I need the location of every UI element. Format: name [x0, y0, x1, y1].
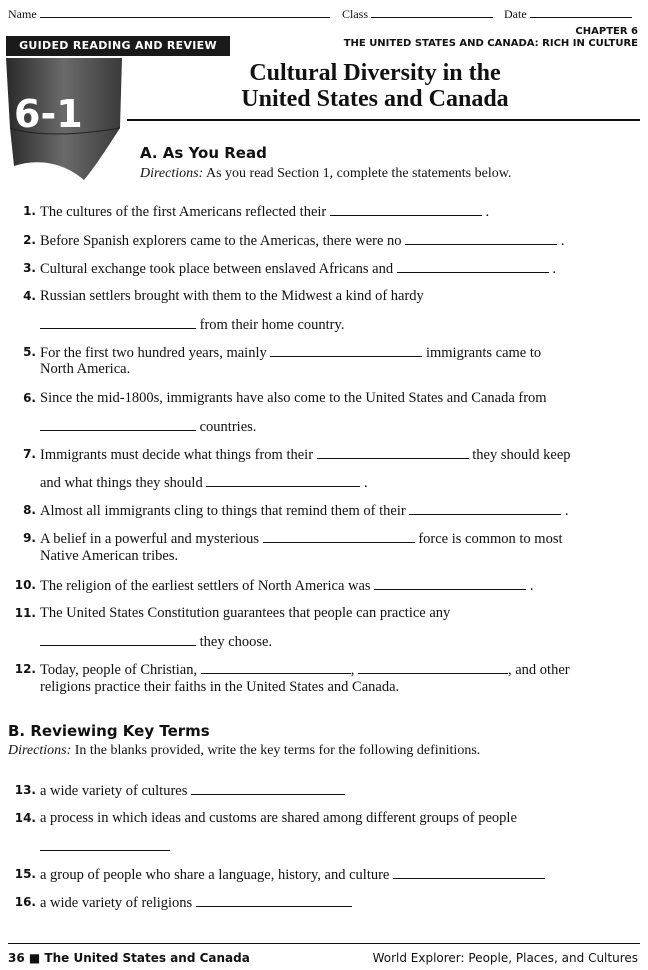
directions-label: Directions:	[140, 166, 204, 181]
answer-blank-2[interactable]	[358, 661, 508, 674]
question-text: Before Spanish explorers came to the Americas, there were no	[40, 233, 402, 249]
directions-text: In the blanks provided, write the key terms for the following definitions.	[71, 743, 481, 758]
question-text: a process in which ideas and customs are shared among different groups of people	[40, 810, 517, 826]
directions-label: Directions:	[8, 743, 72, 758]
footer-book-section: The United States and Canada	[44, 951, 250, 965]
name-label: Name	[8, 7, 37, 21]
answer-blank[interactable]	[40, 316, 196, 329]
question-number: 7.	[23, 447, 36, 461]
question-number: 15.	[14, 867, 36, 881]
page-number: 36	[8, 951, 25, 965]
question-14-line-2	[40, 838, 640, 856]
question-11-line-2	[40, 633, 640, 651]
question-8	[23, 502, 640, 520]
question-number: 5.	[23, 345, 36, 359]
question-text: , and other	[507, 662, 570, 678]
title-line-2: United States and Canada	[241, 86, 509, 112]
answer-blank[interactable]	[374, 577, 526, 590]
footer-left	[8, 951, 250, 965]
answer-blank[interactable]	[317, 446, 469, 459]
question-text: The cultures of the first Americans reflected their	[40, 204, 327, 220]
question-6-line-2	[40, 418, 640, 436]
question-end: .	[552, 261, 556, 277]
answer-blank[interactable]	[397, 260, 549, 273]
question-number: 16.	[14, 895, 36, 909]
question-number: 14.	[14, 811, 36, 825]
answer-blank[interactable]	[191, 782, 345, 795]
question-end: .	[363, 475, 368, 491]
question-6	[23, 390, 640, 407]
question-number: 9.	[23, 531, 36, 545]
name-line[interactable]	[40, 6, 330, 18]
name-field[interactable]	[8, 6, 330, 22]
section-a-heading: A. As You Read	[140, 144, 267, 162]
question-text: For the first two hundred years, mainly	[40, 345, 267, 361]
footer-book-title: World Explorer: People, Places, and Cultures	[372, 951, 638, 965]
question-7	[23, 446, 640, 464]
class-field[interactable]	[342, 6, 493, 22]
directions-text: As you read Section 1, complete the statements below.	[203, 166, 512, 181]
question-number: 6.	[23, 391, 36, 405]
question-number: 8.	[23, 503, 36, 517]
question-7-line-2	[40, 474, 640, 492]
question-9	[23, 530, 640, 548]
answer-blank[interactable]	[40, 633, 196, 646]
question-text: and what things they should	[40, 475, 203, 491]
question-text: a wide variety of religions	[40, 895, 193, 911]
question-end: .	[560, 233, 565, 249]
question-text: religions practice their faiths in the United States and Canada.	[40, 679, 400, 695]
answer-blank[interactable]	[330, 203, 482, 216]
question-number: 13.	[14, 783, 36, 797]
question-1	[23, 203, 640, 221]
question-9-line-2	[40, 548, 640, 565]
question-5	[23, 344, 640, 362]
section-b-directions	[8, 743, 480, 759]
question-5-line-2	[40, 361, 640, 378]
question-text: Immigrants must decide what things from their	[40, 447, 314, 463]
question-end: .	[485, 204, 490, 220]
answer-blank[interactable]	[40, 838, 170, 851]
question-11	[14, 605, 640, 622]
section-a-directions	[140, 166, 511, 182]
date-field[interactable]	[504, 6, 632, 22]
question-text: A belief in a powerful and mysterious	[40, 531, 260, 547]
footer-rule	[8, 943, 640, 944]
chapter-heading	[344, 26, 638, 50]
question-text: Native American tribes.	[40, 548, 179, 564]
answer-blank[interactable]	[405, 232, 557, 245]
question-text: they choose.	[199, 634, 273, 650]
question-text: they should keep	[472, 447, 571, 463]
question-number: 10.	[14, 578, 36, 592]
question-text: Almost all immigrants cling to things that remind them of their	[40, 503, 406, 519]
question-2	[23, 232, 640, 250]
question-number: 11.	[14, 606, 36, 620]
question-4-line-2	[40, 316, 640, 334]
question-text: immigrants came to	[425, 345, 542, 361]
guided-reading-banner: GUIDED READING AND REVIEW	[6, 36, 230, 56]
answer-blank-1[interactable]	[201, 661, 351, 674]
question-text: Cultural exchange took place between enslaved Africans and	[40, 261, 394, 277]
title-rule	[127, 119, 640, 121]
question-4	[23, 288, 640, 305]
question-number: 1.	[23, 204, 36, 218]
question-comma: ,	[350, 662, 355, 678]
section-b-heading: B. Reviewing Key Terms	[8, 722, 210, 740]
answer-blank[interactable]	[206, 474, 360, 487]
question-text: countries.	[199, 419, 257, 435]
question-number: 3.	[23, 261, 36, 275]
date-line[interactable]	[530, 6, 632, 18]
page-title	[190, 60, 560, 112]
question-12	[14, 661, 640, 679]
question-end: .	[564, 503, 569, 519]
question-text: force is common to most	[418, 531, 563, 547]
question-number: 4.	[23, 289, 36, 303]
chapter-title: THE UNITED STATES AND CANADA: RICH IN CULTURE	[343, 38, 638, 49]
answer-blank[interactable]	[409, 502, 561, 515]
question-text: The religion of the earliest settlers of North America was	[40, 578, 371, 594]
question-text: Since the mid-1800s, immigrants have also come to the United States and Canada from	[40, 390, 547, 406]
question-text: a wide variety of cultures	[40, 783, 188, 799]
question-number: 12.	[14, 662, 36, 676]
chapter-number: CHAPTER 6	[575, 26, 638, 37]
question-16	[14, 894, 640, 912]
date-label: Date	[504, 7, 527, 21]
question-text: Today, people of Christian,	[40, 662, 198, 678]
question-3	[23, 260, 640, 278]
answer-blank[interactable]	[393, 866, 545, 879]
question-15	[14, 866, 640, 884]
title-line-1: Cultural Diversity in the	[249, 60, 501, 86]
question-text: from their home country.	[199, 317, 345, 333]
answer-blank[interactable]	[270, 344, 422, 357]
question-10	[14, 577, 640, 595]
answer-blank[interactable]	[196, 894, 352, 907]
square-bullet-icon: ■	[28, 951, 41, 965]
section-number: 6-1	[14, 92, 83, 136]
answer-blank[interactable]	[40, 418, 196, 431]
question-number: 2.	[23, 233, 36, 247]
question-14	[14, 810, 640, 827]
question-text: North America.	[40, 361, 131, 377]
question-12-line-2	[40, 679, 640, 696]
question-text: a group of people who share a language, history, and culture	[40, 867, 390, 883]
question-text: Russian settlers brought with them to the Midwest a kind of hardy	[40, 288, 424, 304]
class-line[interactable]	[371, 6, 493, 18]
class-label: Class	[342, 7, 369, 21]
answer-blank[interactable]	[263, 530, 415, 543]
question-text: The United States Constitution guarantees that people can practice any	[40, 605, 451, 621]
question-end: .	[529, 578, 534, 594]
question-13	[14, 782, 640, 800]
